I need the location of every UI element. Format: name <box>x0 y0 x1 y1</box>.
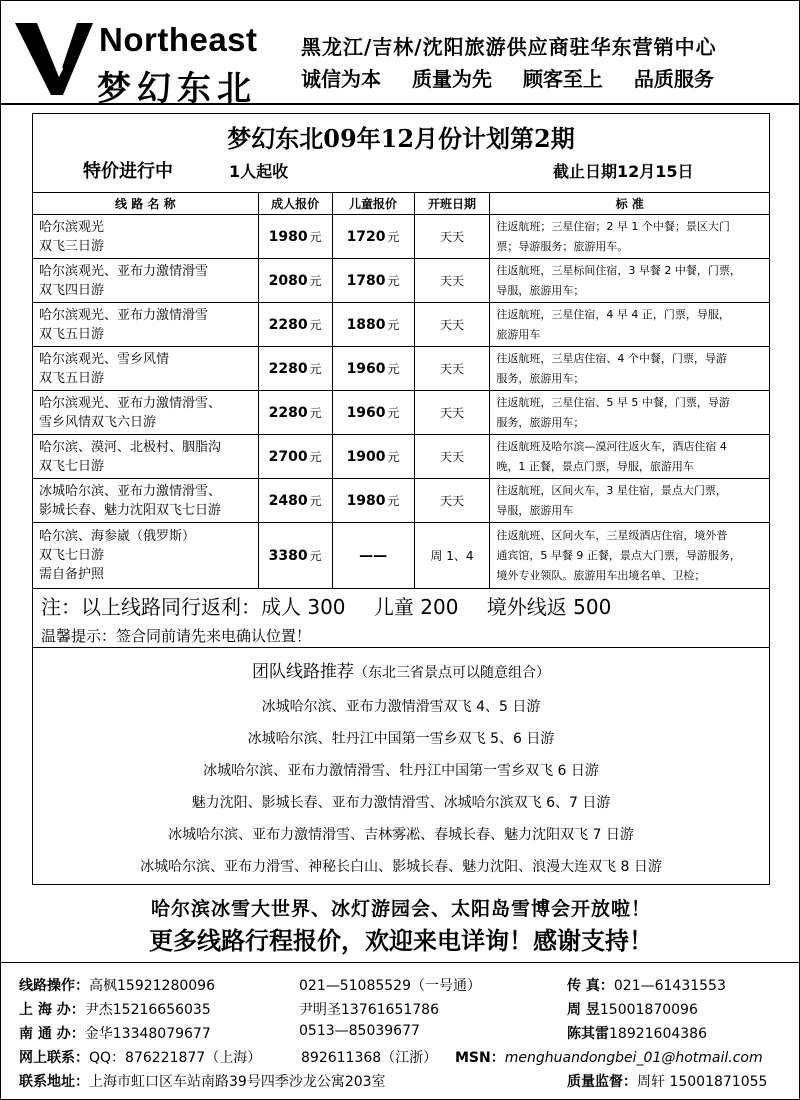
route-name-line: 哈尔滨观光、亚布力激情滑雪 <box>39 263 209 279</box>
brand-name-cn: 梦幻东北 <box>97 69 257 109</box>
group-title-main: 团队线路推荐 <box>252 662 354 682</box>
service-standard <box>490 303 770 347</box>
price-unit: 元 <box>309 450 322 464</box>
contact-value: 上海市虹口区车站南路39号四季沙龙公寓203室 <box>89 1074 386 1090</box>
standard-line: 票；导游服务；旅游用车。 <box>496 239 629 253</box>
standard-line: 旅游用车 <box>496 327 541 341</box>
contact-value: 尹杰15216656035 <box>84 1002 211 1018</box>
standard-line: 往返航班，三星住宿，4 早 4 正，门票，导服， <box>496 307 730 321</box>
adult-price-value: 2280 <box>268 361 308 377</box>
group-routes-title <box>1 657 800 682</box>
adult-price-value: 1980 <box>268 229 308 245</box>
promo-banner: 哈尔滨冰雪大世界、冰灯游园会、太阳岛雪博会开放啦！ <box>150 898 651 920</box>
adult-price-value: 2080 <box>268 273 308 289</box>
table-row <box>33 479 770 523</box>
child-price <box>332 347 414 391</box>
header-standard: 标 准 <box>490 193 770 215</box>
contact-phone <box>299 975 481 995</box>
route-name-line: 哈尔滨、海参崴（俄罗斯） <box>39 529 196 544</box>
deadline: 截止日期12月15日 <box>553 162 694 181</box>
route-name-line: 双飞五日游 <box>39 326 105 342</box>
contact-value: menghuandongbei_01@hotmail.com <box>504 1050 763 1066</box>
price-unit: 元 <box>309 318 322 332</box>
standard-line: 往返航班，三星标间住宿，3 早餐 2 中餐，门票， <box>496 263 741 277</box>
route-name-line: 双飞七日游 <box>39 548 105 563</box>
child-price <box>332 259 414 303</box>
child-price <box>332 435 414 479</box>
child-price-value: 1960 <box>346 361 386 377</box>
route-name-line: 冰城哈尔滨、亚布力激情滑雪、 <box>39 483 222 499</box>
adult-price <box>258 391 332 435</box>
table-row <box>33 435 770 479</box>
service-standard <box>490 391 770 435</box>
slogans <box>301 63 714 92</box>
departure-days: 天天 <box>414 479 490 523</box>
child-price <box>332 479 414 523</box>
header-departure: 开班日期 <box>414 193 490 215</box>
departure-days: 天天 <box>414 303 490 347</box>
adult-price-value: 2700 <box>268 449 308 465</box>
price-unit: 元 <box>387 362 400 376</box>
child-price-value: 1880 <box>346 317 386 333</box>
thanks-banner: 更多线路行程报价，欢迎来电详询！感谢支持！ <box>149 926 653 955</box>
route-name <box>33 259 259 303</box>
price-unit: 元 <box>309 230 322 244</box>
group-route-item: 冰城哈尔滨、亚布力激情滑雪双飞 4、5 日游 <box>261 699 541 715</box>
warm-tip: 温馨提示：签合同前请先来电确认位置！ <box>41 627 312 645</box>
route-name <box>33 523 259 589</box>
contact-nantong-phone <box>299 1023 420 1039</box>
standard-line: 境外专业领队。旅游用车出境名单、卫检； <box>496 568 706 582</box>
contact-online <box>19 1047 261 1067</box>
route-name-line: 需自备护照 <box>39 567 105 582</box>
minimum-group: 1人起收 <box>229 162 289 181</box>
adult-price <box>258 435 332 479</box>
adult-price-value: 2480 <box>268 493 308 509</box>
route-name <box>33 479 259 523</box>
adult-price <box>258 479 332 523</box>
standard-line: 导服，旅游用车 <box>496 503 574 517</box>
service-standard <box>490 259 770 303</box>
table-row <box>33 215 770 259</box>
price-unit: 元 <box>387 318 400 332</box>
standard-line: 服务，旅游用车； <box>496 371 585 385</box>
table-row <box>33 259 770 303</box>
departure-days: 天天 <box>414 435 490 479</box>
service-standard <box>490 479 770 523</box>
plan-title: 梦幻东北09年12月份计划第2期 <box>227 124 575 153</box>
contact-value: 金华13348079677 <box>84 1026 211 1042</box>
route-name-line: 双飞四日游 <box>39 282 105 298</box>
slogan: 顾客至上 <box>522 67 603 91</box>
standard-line: 往返航班，三星店住宿、4 个中餐，门票，导游 <box>496 351 727 365</box>
route-name <box>33 215 259 259</box>
child-price-value: 1980 <box>346 493 386 509</box>
table-row <box>33 347 770 391</box>
price-unit: 元 <box>387 450 400 464</box>
header-route-name: 线 路 名 称 <box>33 193 259 215</box>
child-price-value: 1900 <box>346 449 386 465</box>
brand-v-logo <box>15 19 95 97</box>
contact-shanghai-3 <box>567 999 698 1019</box>
special-offer: 特价进行中 <box>83 161 173 182</box>
contact-quality <box>567 1071 767 1091</box>
contact-label: 线路操作： <box>19 978 89 994</box>
contact-value: 021—51085529（一号通） <box>299 978 481 994</box>
contact-address <box>19 1071 386 1091</box>
price-unit: 元 <box>309 406 322 420</box>
standard-line: 往返航班，区间火车，3 星住宿，景点大门票， <box>496 483 727 497</box>
route-name <box>33 303 259 347</box>
service-standard <box>490 215 770 259</box>
departure-days: 周 1、4 <box>414 523 490 589</box>
route-name-line: 哈尔滨观光 <box>39 219 105 235</box>
standard-line: 往返航班、区间火车，三星级酒店住宿，境外普 <box>496 528 728 542</box>
child-price <box>332 303 414 347</box>
child-price <box>332 215 414 259</box>
slogan: 质量为先 <box>411 67 492 91</box>
price-unit: 元 <box>309 494 322 508</box>
contact-label: 上 海 办： <box>19 1002 85 1018</box>
child-price-value: 1720 <box>346 229 386 245</box>
group-title-sub: （东北三省景点可以随意组合） <box>354 665 550 681</box>
child-price-value: —— <box>359 547 388 564</box>
contact-label: 质量监督： <box>567 1074 637 1090</box>
child-price-value: 1960 <box>346 405 386 421</box>
service-standard <box>490 347 770 391</box>
contact-label: MSN： <box>455 1050 505 1066</box>
standard-line: 通宾馆，5 早餐 9 正餐，景点大门票，导游服务， <box>496 548 741 562</box>
service-standard <box>490 523 770 589</box>
header-child-price: 儿童报价 <box>332 193 414 215</box>
route-name-line: 双飞五日游 <box>39 370 105 386</box>
slogan: 品质服务 <box>633 67 714 91</box>
price-unit: 元 <box>387 274 400 288</box>
standard-line: 服务，旅游用车； <box>496 415 585 429</box>
standard-line: 往返航班；三星住宿；2 早 1 个中餐；景区大门 <box>496 219 730 233</box>
group-route-item: 魅力沈阳、影城长春、亚布力激情滑雪、冰城哈尔滨双飞 6、7 日游 <box>191 795 611 811</box>
route-name-line: 雪乡风情双飞六日游 <box>39 414 157 430</box>
standard-line: 往返航班及哈尔滨—漠河往返火车，酒店住宿 4 <box>496 439 727 453</box>
brand-name-en: Northeast <box>99 21 258 58</box>
contact-label: 周 昱 <box>567 1002 600 1018</box>
slogan: 诚信为本 <box>301 67 381 91</box>
rebate-child: 儿童 200 <box>373 595 459 619</box>
contact-label: 传 真： <box>567 978 614 994</box>
contact-value: 021—61431553 <box>613 978 726 994</box>
route-name-line: 哈尔滨观光、亚布力激情滑雪 <box>39 307 209 323</box>
rebate-overseas: 境外线返 500 <box>486 595 612 619</box>
contact-value: 0513—85039677 <box>299 1023 420 1039</box>
contact-value: 15001870096 <box>599 1002 698 1018</box>
price-unit: 元 <box>387 230 400 244</box>
adult-price <box>258 303 332 347</box>
departure-days: 天天 <box>414 391 490 435</box>
route-name-line: 双飞三日游 <box>39 238 105 254</box>
contact-value: 18921604386 <box>609 1026 707 1042</box>
contact-shanghai-2 <box>299 999 439 1019</box>
header <box>1 1 800 109</box>
price-unit: 元 <box>309 362 322 376</box>
price-unit: 元 <box>387 494 400 508</box>
route-name-line: 双飞七日游 <box>39 458 105 474</box>
contact-value: 高枫15921280096 <box>89 978 215 994</box>
contact-label: 网上联系： <box>19 1050 89 1066</box>
contact-qq-jiangzhe <box>301 1047 437 1067</box>
standard-line: 往返航班，三星住宿、5 早 5 中餐，门票，导游 <box>496 395 730 409</box>
table-row <box>33 303 770 347</box>
service-standard <box>490 435 770 479</box>
contact-msn <box>455 1047 763 1067</box>
adult-price <box>258 215 332 259</box>
adult-price-value: 2280 <box>268 405 308 421</box>
route-name-line: 哈尔滨、漠河、北极村、胭脂沟 <box>39 439 222 455</box>
contact-value: 尹明圣13761651786 <box>299 1002 439 1018</box>
header-adult-price: 成人报价 <box>258 193 332 215</box>
adult-price-value: 3380 <box>268 548 308 564</box>
contact-shanghai <box>19 999 211 1019</box>
contact-nantong <box>19 1023 211 1043</box>
adult-price <box>258 523 332 589</box>
adult-price <box>258 347 332 391</box>
group-route-item: 冰城哈尔滨、亚布力激情滑雪、牡丹江中国第一雪乡双飞 6 日游 <box>203 763 599 779</box>
contact-value: 周轩 15001871055 <box>637 1074 768 1090</box>
group-route-item: 冰城哈尔滨、牡丹江中国第一雪乡双飞 5、6 日游 <box>247 731 555 747</box>
departure-days: 天天 <box>414 215 490 259</box>
contact-fax <box>567 975 726 995</box>
departure-days: 天天 <box>414 259 490 303</box>
contact-value: 892611368（江浙） <box>301 1050 438 1066</box>
child-price-value: 1780 <box>346 273 386 289</box>
route-name-line: 哈尔滨观光、亚布力激情滑雪、 <box>39 395 222 411</box>
contact-label: 陈其雷 <box>567 1026 609 1042</box>
contact-operation <box>19 975 215 995</box>
child-price <box>332 391 414 435</box>
rebate-adult: 注：以上线路同行返利：成人 300 <box>41 595 346 619</box>
contact-label: 南 通 办： <box>19 1026 85 1042</box>
standard-line: 导服，旅游用车； <box>496 283 585 297</box>
table-row <box>33 523 770 589</box>
group-route-item: 冰城哈尔滨、亚布力滑雪、神秘长白山、影城长春、魅力沈阳、浪漫大连双飞 8 日游 <box>140 859 662 875</box>
route-name <box>33 391 259 435</box>
adult-price <box>258 259 332 303</box>
route-price-table <box>32 192 770 589</box>
contact-nantong-3 <box>567 1023 707 1043</box>
route-name-line: 影城长春、魅力沈阳双飞七日游 <box>39 502 222 518</box>
footer-divider <box>1 962 800 963</box>
rebate-note <box>41 591 633 620</box>
price-unit: 元 <box>309 274 322 288</box>
contact-label: 联系地址： <box>19 1074 89 1090</box>
group-route-item: 冰城哈尔滨、亚布力激情滑雪、吉林雾凇、春城长春、魅力沈阳双飞 7 日游 <box>168 827 634 843</box>
contact-value: QQ：876221877（上海） <box>89 1050 262 1066</box>
adult-price-value: 2280 <box>268 317 308 333</box>
departure-days: 天天 <box>414 347 490 391</box>
route-name-line: 哈尔滨观光、雪乡风情 <box>39 351 170 367</box>
table-row <box>33 391 770 435</box>
price-unit: 元 <box>387 406 400 420</box>
route-name <box>33 347 259 391</box>
child-price <box>332 523 414 589</box>
route-name <box>33 435 259 479</box>
price-unit: 元 <box>309 549 322 563</box>
divider <box>32 647 770 648</box>
tagline: 黑龙江/吉林/沈阳旅游供应商驻华东营销中心 <box>301 35 717 59</box>
standard-line: 晚，1 正餐，景点门票，导服，旅游用车 <box>496 459 694 473</box>
